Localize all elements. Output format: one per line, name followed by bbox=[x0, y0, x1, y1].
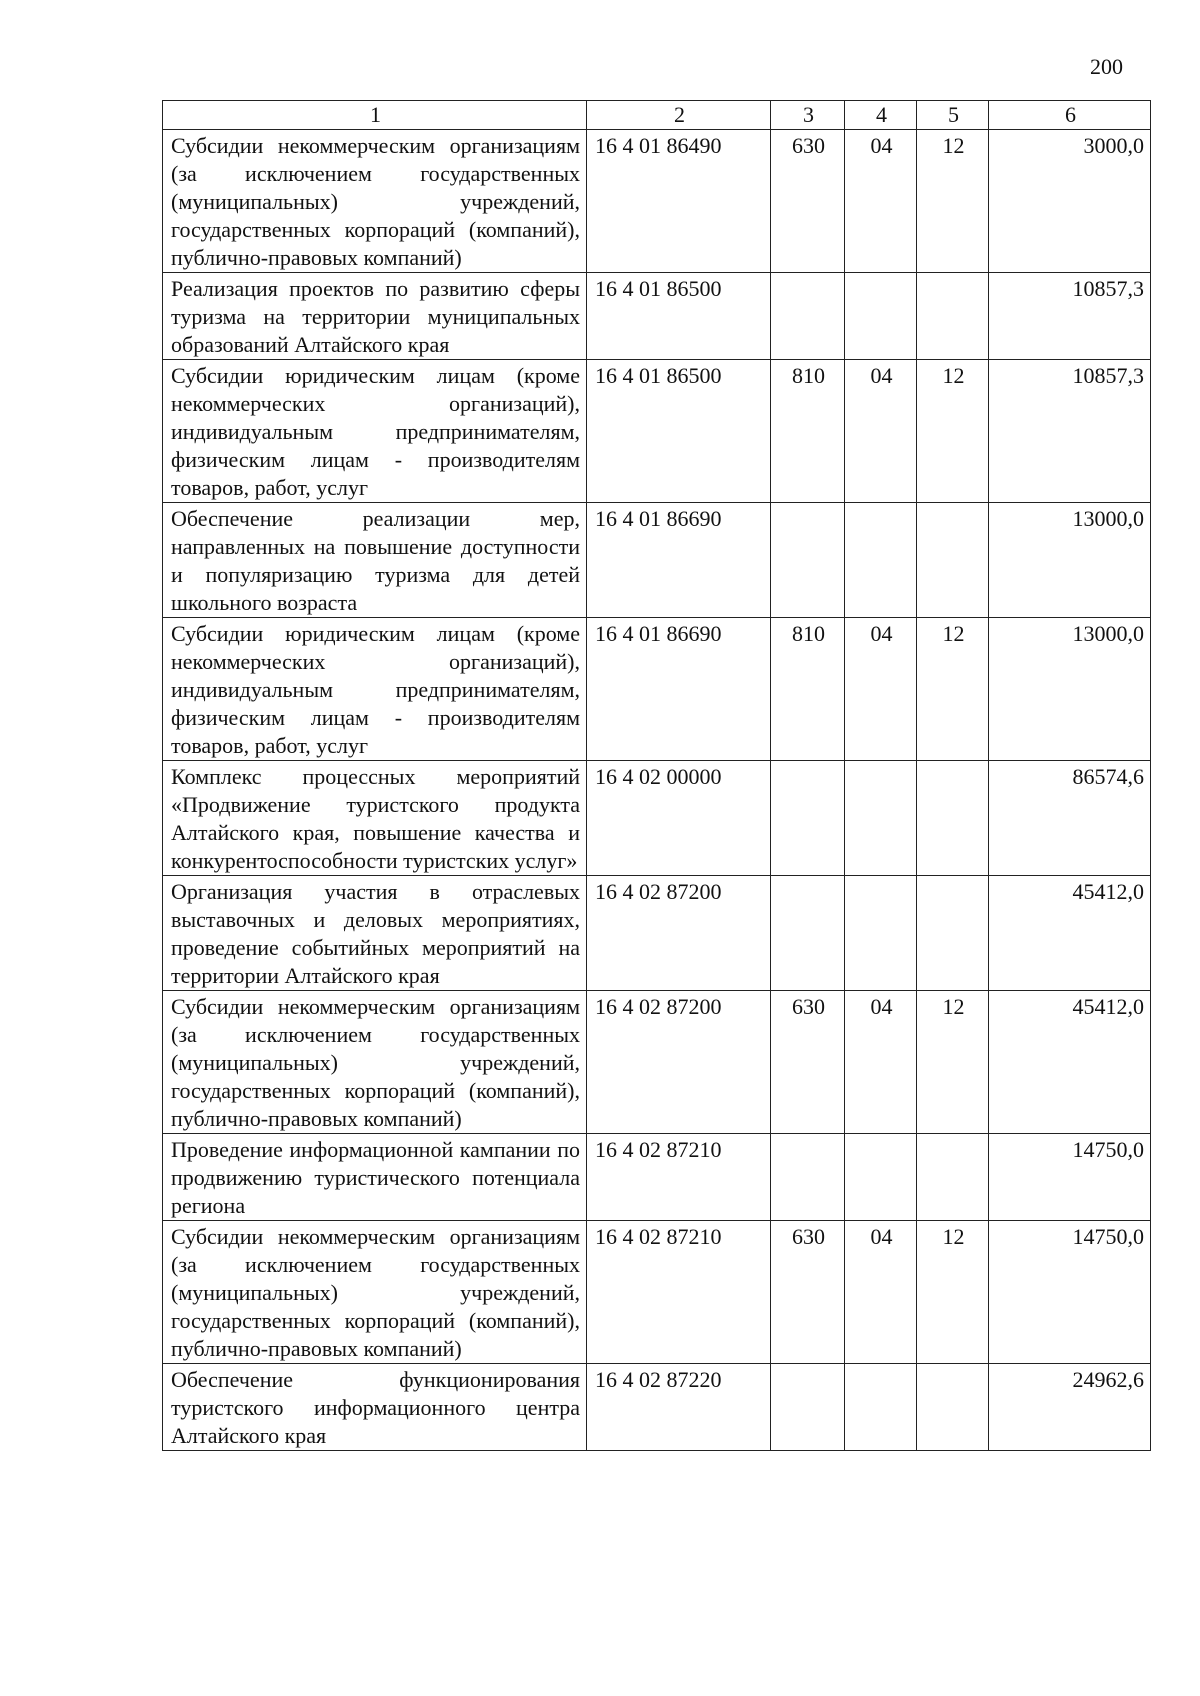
row-amount: 14750,0 bbox=[989, 1221, 1151, 1364]
row-col3: 630 bbox=[771, 130, 845, 273]
row-amount: 3000,0 bbox=[989, 130, 1151, 273]
row-col4 bbox=[845, 1134, 917, 1221]
row-description: Организация участия в отраслевых выставочных и деловых мероприятиях, проведение событийных мероприятий на территории Алтайского края bbox=[163, 876, 587, 991]
column-header: 5 bbox=[917, 101, 989, 130]
row-col5: 12 bbox=[917, 618, 989, 761]
row-code: 16 4 01 86690 bbox=[587, 503, 771, 618]
row-amount: 45412,0 bbox=[989, 991, 1151, 1134]
row-description: Субсидии некоммерческим организациям (за исключением государственных (муниципальных) учреждений, государственных корпораций (компаний), публично-правовых компаний) bbox=[163, 991, 587, 1134]
row-description: Проведение информационной кампании по продвижению туристического потенциала региона bbox=[163, 1134, 587, 1221]
table-row bbox=[163, 130, 1151, 273]
column-header: 3 bbox=[771, 101, 845, 130]
row-description: Субсидии некоммерческим организациям (за исключением государственных (муниципальных) учреждений, государственных корпораций (компаний), публично-правовых компаний) bbox=[163, 130, 587, 273]
row-col4 bbox=[845, 273, 917, 360]
row-col3 bbox=[771, 761, 845, 876]
row-col5 bbox=[917, 503, 989, 618]
row-col5 bbox=[917, 1364, 989, 1451]
row-code: 16 4 02 00000 bbox=[587, 761, 771, 876]
row-code: 16 4 02 87200 bbox=[587, 991, 771, 1134]
row-col5: 12 bbox=[917, 1221, 989, 1364]
row-col3 bbox=[771, 1364, 845, 1451]
row-code: 16 4 01 86490 bbox=[587, 130, 771, 273]
row-col5: 12 bbox=[917, 130, 989, 273]
row-col3: 810 bbox=[771, 618, 845, 761]
row-description: Субсидии юридическим лицам (кроме некоммерческих организаций), индивидуальным предпринимателям, физическим лицам - производителям товаров, работ, услуг bbox=[163, 618, 587, 761]
row-code: 16 4 01 86500 bbox=[587, 273, 771, 360]
row-col3 bbox=[771, 273, 845, 360]
table-row bbox=[163, 991, 1151, 1134]
row-code: 16 4 01 86690 bbox=[587, 618, 771, 761]
row-code: 16 4 02 87210 bbox=[587, 1134, 771, 1221]
row-amount: 45412,0 bbox=[989, 876, 1151, 991]
row-col5 bbox=[917, 761, 989, 876]
table-row bbox=[163, 618, 1151, 761]
row-col4 bbox=[845, 1364, 917, 1451]
row-code: 16 4 02 87200 bbox=[587, 876, 771, 991]
row-amount: 24962,6 bbox=[989, 1364, 1151, 1451]
row-col4: 04 bbox=[845, 1221, 917, 1364]
row-col4: 04 bbox=[845, 991, 917, 1134]
row-col4: 04 bbox=[845, 360, 917, 503]
row-col3 bbox=[771, 503, 845, 618]
row-col4: 04 bbox=[845, 130, 917, 273]
table-row bbox=[163, 1134, 1151, 1221]
row-col3: 630 bbox=[771, 1221, 845, 1364]
row-col5 bbox=[917, 1134, 989, 1221]
column-header: 1 bbox=[163, 101, 587, 130]
row-col4 bbox=[845, 876, 917, 991]
row-description: Субсидии некоммерческим организациям (за исключением государственных (муниципальных) учреждений, государственных корпораций (компаний), публично-правовых компаний) bbox=[163, 1221, 587, 1364]
row-description: Обеспечение функционирования туристского информационного центра Алтайского края bbox=[163, 1364, 587, 1451]
row-col3 bbox=[771, 876, 845, 991]
row-description: Комплекс процессных мероприятий «Продвижение туристского продукта Алтайского края, повышение качества и конкурентоспособности туристских услуг» bbox=[163, 761, 587, 876]
row-amount: 13000,0 bbox=[989, 618, 1151, 761]
row-amount: 14750,0 bbox=[989, 1134, 1151, 1221]
table-row bbox=[163, 761, 1151, 876]
column-header: 4 bbox=[845, 101, 917, 130]
row-col4 bbox=[845, 503, 917, 618]
budget-table bbox=[162, 100, 1151, 1451]
row-col3: 810 bbox=[771, 360, 845, 503]
row-amount: 10857,3 bbox=[989, 360, 1151, 503]
row-amount: 13000,0 bbox=[989, 503, 1151, 618]
column-header: 6 bbox=[989, 101, 1151, 130]
table-row bbox=[163, 360, 1151, 503]
row-col5: 12 bbox=[917, 360, 989, 503]
table-row bbox=[163, 1221, 1151, 1364]
column-header: 2 bbox=[587, 101, 771, 130]
row-description: Субсидии юридическим лицам (кроме некоммерческих организаций), индивидуальным предпринимателям, физическим лицам - производителям товаров, работ, услуг bbox=[163, 360, 587, 503]
table-row bbox=[163, 1364, 1151, 1451]
header-row bbox=[163, 101, 1151, 130]
table-row bbox=[163, 503, 1151, 618]
table-row bbox=[163, 876, 1151, 991]
row-col4 bbox=[845, 761, 917, 876]
row-col5: 12 bbox=[917, 991, 989, 1134]
row-col3 bbox=[771, 1134, 845, 1221]
row-description: Обеспечение реализации мер, направленных на повышение доступности и популяризацию туризма для детей школьного возраста bbox=[163, 503, 587, 618]
row-code: 16 4 02 87210 bbox=[587, 1221, 771, 1364]
row-code: 16 4 02 87220 bbox=[587, 1364, 771, 1451]
row-code: 16 4 01 86500 bbox=[587, 360, 771, 503]
row-col4: 04 bbox=[845, 618, 917, 761]
row-col5 bbox=[917, 273, 989, 360]
row-amount: 10857,3 bbox=[989, 273, 1151, 360]
row-col3: 630 bbox=[771, 991, 845, 1134]
page-number: 200 bbox=[1090, 54, 1123, 79]
row-description: Реализация проектов по развитию сферы туризма на территории муниципальных образований Алтайского края bbox=[163, 273, 587, 360]
row-amount: 86574,6 bbox=[989, 761, 1151, 876]
row-col5 bbox=[917, 876, 989, 991]
table-row bbox=[163, 273, 1151, 360]
